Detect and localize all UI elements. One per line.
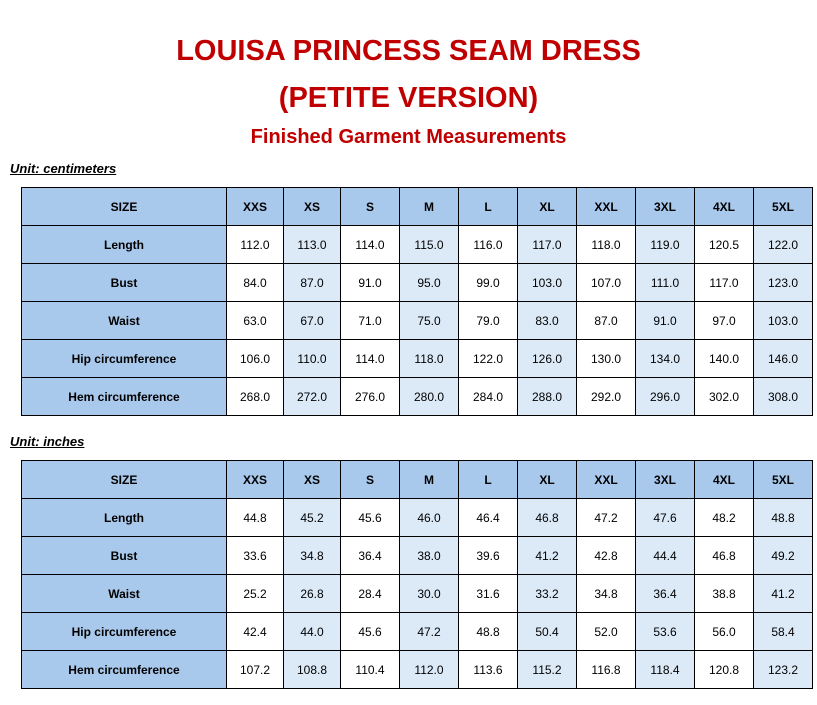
measurement-cell: 288.0: [518, 378, 577, 416]
size-header-cell: S: [341, 461, 400, 499]
size-header-cell: XXL: [577, 188, 636, 226]
measurement-cell: 280.0: [400, 378, 459, 416]
measurement-cell: 87.0: [284, 264, 341, 302]
measurement-cell: 134.0: [636, 340, 695, 378]
measurement-cell: 114.0: [341, 226, 400, 264]
measurement-cell: 79.0: [459, 302, 518, 340]
measurement-cell: 103.0: [754, 302, 813, 340]
measurement-cell: 44.8: [227, 499, 284, 537]
measurement-cell: 48.2: [695, 499, 754, 537]
size-header-cell: 4XL: [695, 461, 754, 499]
measurement-cell: 45.6: [341, 613, 400, 651]
measurement-cell: 46.0: [400, 499, 459, 537]
measurement-cell: 118.0: [400, 340, 459, 378]
measurement-cell: 99.0: [459, 264, 518, 302]
measurement-cell: 50.4: [518, 613, 577, 651]
measurement-cell: 116.0: [459, 226, 518, 264]
measurement-cell: 112.0: [400, 651, 459, 689]
unit-label-inches: Unit: inches: [10, 434, 85, 449]
measurement-cell: 48.8: [754, 499, 813, 537]
measurement-cell: 122.0: [754, 226, 813, 264]
measurement-cell: 123.0: [754, 264, 813, 302]
measurement-cell: 296.0: [636, 378, 695, 416]
measurement-cell: 41.2: [754, 575, 813, 613]
measurement-cell: 26.8: [284, 575, 341, 613]
measurement-cell: 91.0: [341, 264, 400, 302]
table-header-row: [22, 461, 813, 499]
size-table-centimeters: [21, 187, 813, 416]
measurement-cell: 292.0: [577, 378, 636, 416]
measurement-cell: 49.2: [754, 537, 813, 575]
table-row: [22, 613, 813, 651]
page-title: LOUISA PRINCESS SEAM DRESS: [176, 35, 641, 67]
measurement-cell: 107.2: [227, 651, 284, 689]
measurement-cell: 67.0: [284, 302, 341, 340]
measurement-cell: 41.2: [518, 537, 577, 575]
measurement-cell: 97.0: [695, 302, 754, 340]
row-label: Hem circumference: [22, 378, 227, 416]
measurement-cell: 146.0: [754, 340, 813, 378]
row-label: Waist: [22, 302, 227, 340]
measurement-cell: 114.0: [341, 340, 400, 378]
size-header-cell: 3XL: [636, 461, 695, 499]
table-row: [22, 575, 813, 613]
table-row: [22, 378, 813, 416]
measurement-cell: 83.0: [518, 302, 577, 340]
measurement-cell: 52.0: [577, 613, 636, 651]
measurement-cell: 84.0: [227, 264, 284, 302]
measurement-cell: 47.2: [400, 613, 459, 651]
table-row: [22, 226, 813, 264]
measurement-cell: 63.0: [227, 302, 284, 340]
size-column-header: SIZE: [22, 188, 227, 226]
size-header-cell: 4XL: [695, 188, 754, 226]
size-header-cell: L: [459, 461, 518, 499]
row-label: Bust: [22, 537, 227, 575]
size-column-header: SIZE: [22, 461, 227, 499]
measurement-cell: 108.8: [284, 651, 341, 689]
measurement-cell: 33.2: [518, 575, 577, 613]
row-label: Waist: [22, 575, 227, 613]
page-title-version: (PETITE VERSION): [278, 82, 539, 114]
size-header-cell: 5XL: [754, 461, 813, 499]
measurement-cell: 91.0: [636, 302, 695, 340]
table-row: [22, 264, 813, 302]
measurement-cell: 25.2: [227, 575, 284, 613]
size-header-cell: 5XL: [754, 188, 813, 226]
measurement-cell: 117.0: [695, 264, 754, 302]
measurement-cell: 42.4: [227, 613, 284, 651]
measurement-cell: 36.4: [341, 537, 400, 575]
size-header-cell: XXS: [227, 188, 284, 226]
size-header-cell: L: [459, 188, 518, 226]
table-row: [22, 651, 813, 689]
size-header-cell: XS: [284, 461, 341, 499]
row-label: Hip circumference: [22, 613, 227, 651]
measurement-cell: 284.0: [459, 378, 518, 416]
measurement-cell: 103.0: [518, 264, 577, 302]
measurement-cell: 95.0: [400, 264, 459, 302]
size-header-cell: XS: [284, 188, 341, 226]
measurement-cell: 126.0: [518, 340, 577, 378]
measurement-cell: 119.0: [636, 226, 695, 264]
measurement-cell: 115.2: [518, 651, 577, 689]
measurement-cell: 34.8: [577, 575, 636, 613]
measurement-cell: 115.0: [400, 226, 459, 264]
measurement-cell: 46.8: [518, 499, 577, 537]
measurement-cell: 106.0: [227, 340, 284, 378]
measurement-cell: 71.0: [341, 302, 400, 340]
measurement-cell: 120.5: [695, 226, 754, 264]
row-label: Length: [22, 499, 227, 537]
size-header-cell: S: [341, 188, 400, 226]
measurement-cell: 276.0: [341, 378, 400, 416]
measurement-cell: 34.8: [284, 537, 341, 575]
measurement-cell: 47.2: [577, 499, 636, 537]
measurement-cell: 42.8: [577, 537, 636, 575]
measurement-cell: 45.6: [341, 499, 400, 537]
measurement-cell: 302.0: [695, 378, 754, 416]
measurement-cell: 112.0: [227, 226, 284, 264]
table-row: [22, 537, 813, 575]
measurement-cell: 107.0: [577, 264, 636, 302]
measurement-cell: 122.0: [459, 340, 518, 378]
measurement-cell: 268.0: [227, 378, 284, 416]
size-header-cell: XL: [518, 461, 577, 499]
measurement-cell: 39.6: [459, 537, 518, 575]
measurement-cell: 308.0: [754, 378, 813, 416]
size-header-cell: M: [400, 188, 459, 226]
measurement-cell: 75.0: [400, 302, 459, 340]
measurement-cell: 87.0: [577, 302, 636, 340]
table-header-row: [22, 188, 813, 226]
table-row: [22, 499, 813, 537]
size-header-cell: XL: [518, 188, 577, 226]
measurement-cell: 46.8: [695, 537, 754, 575]
table-row: [22, 340, 813, 378]
table-row: [22, 302, 813, 340]
unit-label-centimeters: Unit: centimeters: [10, 161, 117, 176]
measurement-cell: 56.0: [695, 613, 754, 651]
measurement-cell: 28.4: [341, 575, 400, 613]
size-table-inches: [21, 460, 813, 689]
measurement-cell: 118.4: [636, 651, 695, 689]
measurement-cell: 113.6: [459, 651, 518, 689]
measurement-cell: 33.6: [227, 537, 284, 575]
measurement-cell: 48.8: [459, 613, 518, 651]
measurement-cell: 46.4: [459, 499, 518, 537]
row-label: Hip circumference: [22, 340, 227, 378]
measurement-cell: 140.0: [695, 340, 754, 378]
measurement-cell: 110.4: [341, 651, 400, 689]
measurement-cell: 118.0: [577, 226, 636, 264]
page-subtitle: Finished Garment Measurements: [250, 126, 567, 148]
measurement-cell: 30.0: [400, 575, 459, 613]
size-header-cell: 3XL: [636, 188, 695, 226]
measurement-cell: 38.0: [400, 537, 459, 575]
measurement-cell: 120.8: [695, 651, 754, 689]
measurement-cell: 130.0: [577, 340, 636, 378]
size-header-cell: XXS: [227, 461, 284, 499]
measurement-cell: 113.0: [284, 226, 341, 264]
row-label: Bust: [22, 264, 227, 302]
size-header-cell: M: [400, 461, 459, 499]
measurement-cell: 272.0: [284, 378, 341, 416]
measurement-cell: 36.4: [636, 575, 695, 613]
size-header-cell: XXL: [577, 461, 636, 499]
measurement-cell: 44.0: [284, 613, 341, 651]
measurement-cell: 47.6: [636, 499, 695, 537]
row-label: Hem circumference: [22, 651, 227, 689]
measurement-cell: 31.6: [459, 575, 518, 613]
measurement-cell: 44.4: [636, 537, 695, 575]
measurement-cell: 123.2: [754, 651, 813, 689]
measurement-cell: 110.0: [284, 340, 341, 378]
measurement-cell: 117.0: [518, 226, 577, 264]
measurement-cell: 53.6: [636, 613, 695, 651]
row-label: Length: [22, 226, 227, 264]
measurement-cell: 45.2: [284, 499, 341, 537]
measurement-cell: 111.0: [636, 264, 695, 302]
measurement-cell: 58.4: [754, 613, 813, 651]
measurement-cell: 116.8: [577, 651, 636, 689]
measurement-cell: 38.8: [695, 575, 754, 613]
